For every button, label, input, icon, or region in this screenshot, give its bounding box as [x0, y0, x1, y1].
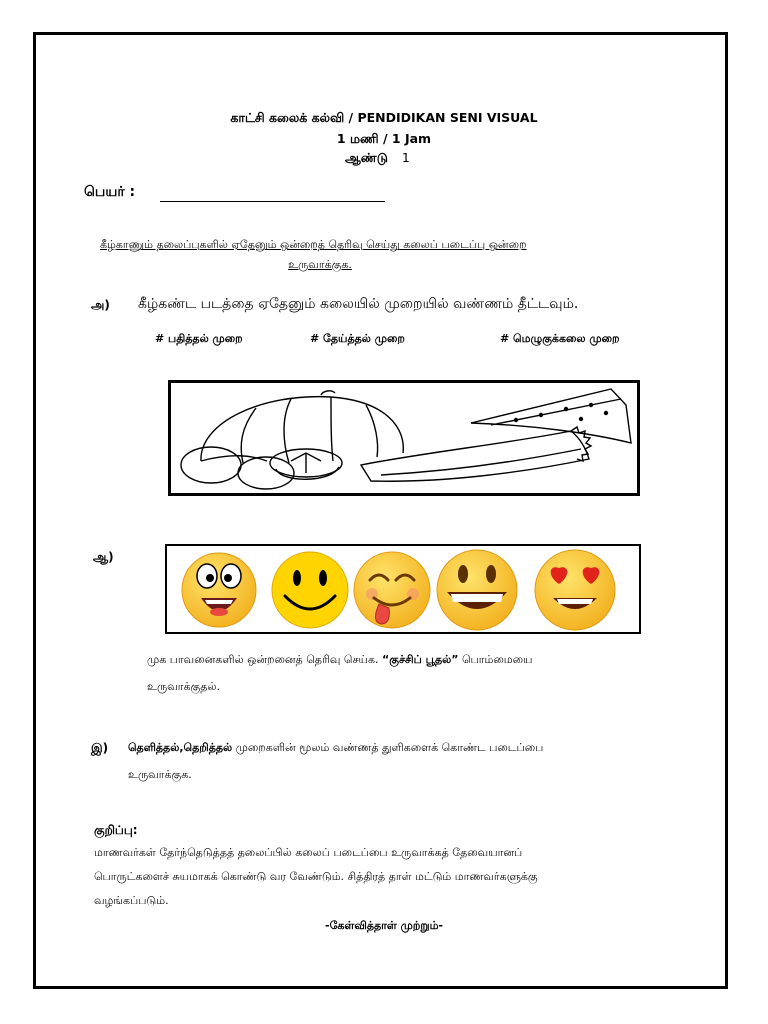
note-line2: பொருட்களைச் சுயமாகக் கொண்டு வர வேண்டும். சித்திரத் தாள் மட்டும் மாணவர்களுக்கு: [94, 870, 538, 883]
question-c-line2: உருவாக்குக.: [128, 768, 192, 781]
instruction-line1: கீழ்காணும் தலைப்புகளில் ஏதேனும் ஒன்றைத் தெரிவு செய்து கலைப் படைப்பு ஒன்றை: [100, 238, 527, 251]
question-b-text-post: பொம்மையை: [458, 653, 533, 666]
technique-printing: # பதித்தல் முறை: [155, 332, 243, 345]
end-of-paper: -கேள்வித்தாள் முற்றும்-: [325, 919, 443, 932]
emoji-strip: [165, 544, 641, 634]
question-b-line2: உருவாக்குதல்.: [147, 680, 220, 693]
fruit-coloring-image: [168, 380, 640, 496]
instruction-line2: உருவாக்குக.: [288, 258, 352, 271]
heart-eyes-face-emoji: [535, 550, 615, 630]
grinning-face-emoji: [437, 550, 517, 630]
emoji-faces: [167, 546, 639, 632]
note-line1: மாணவர்கள் தேர்ந்தெடுத்தத் தலைப்பில் கலைப் படைப்பை உருவாக்கத் தேவையானப்: [94, 846, 523, 859]
name-label: பெயர் :: [84, 184, 136, 200]
name-blank-line[interactable]: [160, 201, 385, 202]
splatter-technique-term: தெளித்தல்,தெறித்தல்: [128, 741, 233, 754]
question-b-line1: [147, 653, 532, 668]
smiley-face-emoji: [272, 552, 348, 628]
question-c-text: முறைகளின் மூலம் வண்ணத் துளிகளைக் கொண்ட படைப்பை: [232, 741, 544, 754]
instruction: [100, 235, 690, 275]
note-line3: வழங்கப்படும்.: [94, 894, 169, 907]
yum-face-emoji: [354, 552, 430, 628]
fruit-line-drawing: [171, 383, 637, 493]
question-a-marker: அ): [91, 298, 110, 312]
question-a-text: கீழ்கண்ட படத்தை ஏதேனும் கலையில் முறையில் வண்ணம் தீட்டவும்.: [138, 296, 579, 312]
duration-line: 1 மணி / 1 Jam: [336, 131, 432, 146]
worksheet-title: காட்சி கலைக் கல்வி / PENDIDIKAN SENI VISUAL: [230, 110, 538, 125]
year-value: 1: [401, 150, 410, 165]
note-title: குறிப்பு:: [94, 823, 138, 837]
technique-wax-resist: # மெழுகுக்கலை முறை: [500, 332, 620, 345]
stick-puppet-term: “குச்சிப் பூதல்”: [382, 653, 459, 666]
question-c-marker: இ): [91, 741, 109, 755]
laughing-face-emoji: [182, 553, 256, 627]
question-b-text-pre: முக பாவனைகளில் ஒன்றனைத் தெரிவு செய்க.: [147, 653, 382, 666]
year-line: [345, 150, 410, 167]
year-label: ஆண்டு: [345, 150, 388, 165]
question-b-marker: ஆ): [93, 550, 114, 564]
question-c-line1: [128, 741, 543, 756]
technique-rubbing: # தேய்த்தல் முறை: [310, 332, 405, 345]
